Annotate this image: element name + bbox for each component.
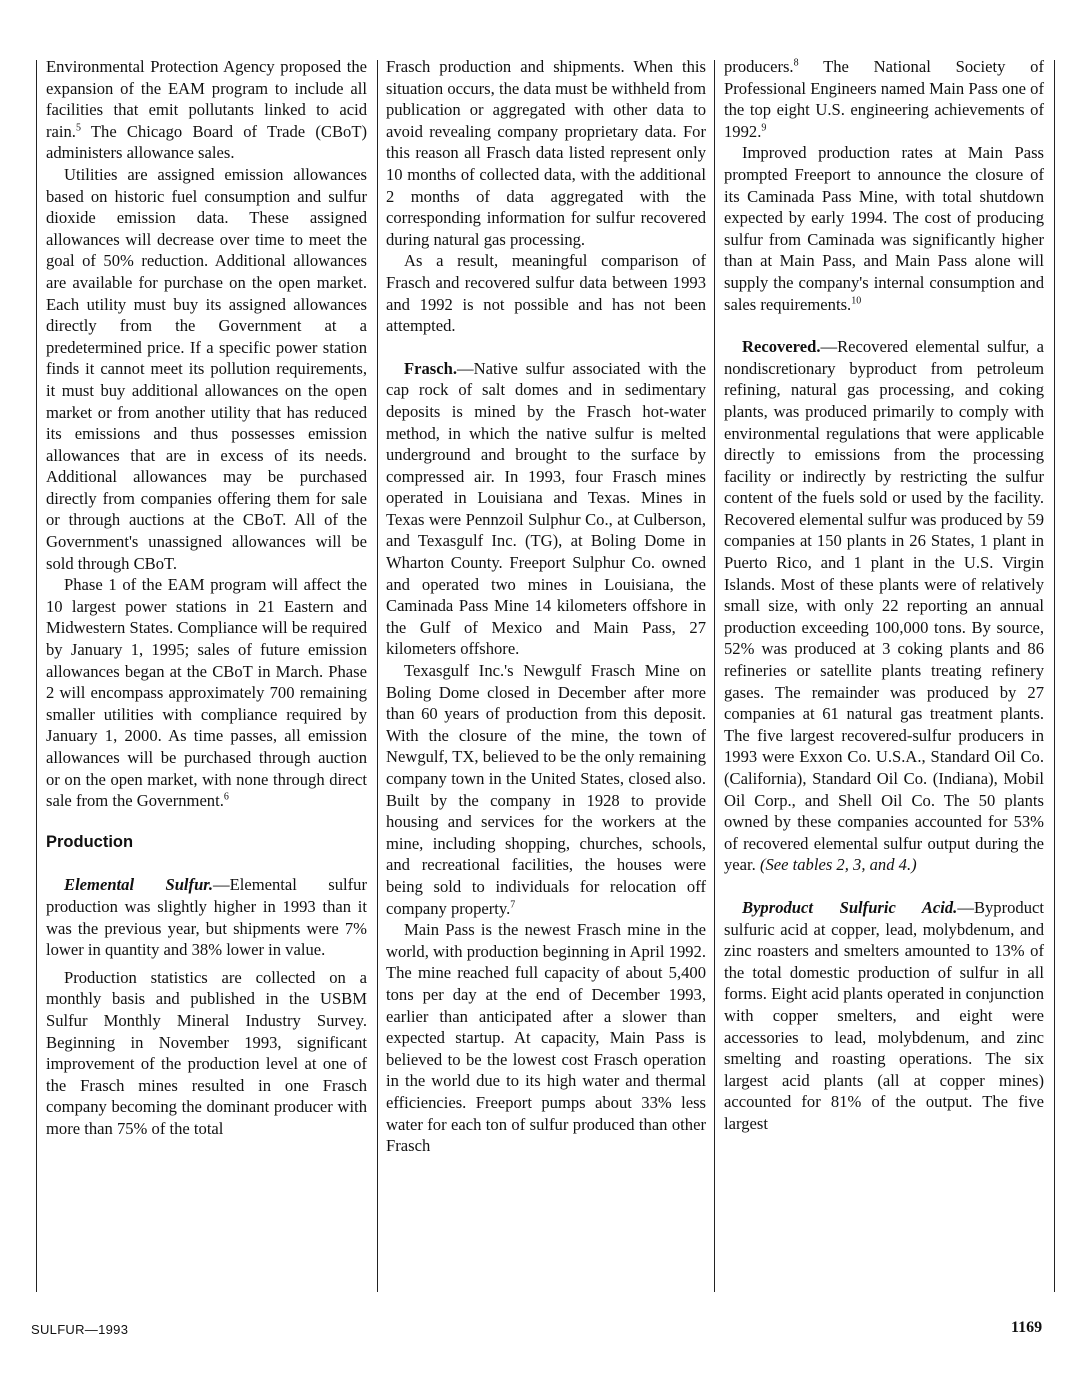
run-in-heading: Recovered.	[742, 337, 821, 357]
text-column-2	[386, 56, 706, 1157]
column-rule-right	[1054, 60, 1055, 1292]
run-in-heading: Frasch.	[404, 358, 457, 378]
running-footer-title: SULFUR—1993	[31, 1322, 129, 1337]
page-number: 1169	[1011, 1319, 1043, 1336]
paragraph: Byproduct Sulfuric Acid.—Byproduct sulfuric acid at copper, lead, molybdenum, and zinc roasters and smelters amounted to 13% of the total domestic production of sulfur in all forms. Eight acid plants operated in conjunction with copper smelters, and eight were accessories to lead, molybdenum, and zinc smelting and roasting operations. The six largest acid plants (all at copper mines) accounted for 81% of the output. The five largest	[724, 897, 1044, 1133]
footnote-marker: 7	[510, 899, 516, 911]
text-column-3	[724, 56, 1044, 1135]
column-rule-left	[36, 60, 37, 1292]
footnote-marker: 8	[793, 57, 799, 69]
footnote-marker: 10	[851, 295, 862, 306]
paragraph: As a result, meaningful comparison of Frasch and recovered sulfur data between 1993 and 1992 is not possible and has not been attempted.	[386, 251, 706, 336]
table-reference: (See tables 2, 3, and 4.)	[759, 855, 917, 875]
run-in-heading: Byproduct Sulfuric Acid.	[742, 897, 958, 917]
paragraph: Frasch production and shipments. When this situation occurs, the data must be withheld from publication or aggregated with other data to avoid revealing company proprietary data. For this reason all Frasch data listed represent only 10 months of collected data, with the additional 2 months of data aggregated with the corresponding information for sulfur recovered during natural gas processing.	[386, 57, 706, 249]
column-rule-center-left	[377, 60, 378, 1292]
footnote-marker: 9	[761, 122, 767, 134]
paragraph: Production statistics are collected on a monthly basis and published in the USBM Sulfur Monthly Mineral Industry Survey. Beginning in November 1993, significant improvement of the production level at one of the Frasch mines resulted in one Frasch company becoming the dominant producer with more than 75% of the total	[46, 967, 367, 1138]
paragraph: Utilities are assigned emission allowances based on historic fuel consumption and sulfur dioxide emission data. These assigned allowances will decrease over time to meet the goal of 50% reduction. Additional allowances are available for purchase on the open market. Each utility must buy its assigned allowances directly from the Government at a predetermined price. If a specific power station finds it cannot meet its pollution requirements, it must buy additional allowances on the open market or from another utility that has reduced its emissions and thus possesses emission allowances that are in excess of its needs. Additional allowances may be purchased directly from companies offering them for sale or through auctions at the CBoT. All of the Government's unassigned allowances will be sold through CBoT.	[46, 164, 367, 573]
paragraph: Phase 1 of the EAM program will affect the 10 largest power stations in 21 Eastern and Midwestern States. Compliance will be required by January 1, 1995; sales of future emission allowances began at the CBoT in March. Phase 2 will encompass approximately 700 remaining smaller utilities with compliance required by January 1, 2000. As time passes, all emission allowances will be purchased through auction or on the open market, with none through direct sale from the Government.$^6$	[46, 575, 367, 811]
paragraph: Texasgulf Inc.'s Newgulf Frasch Mine on Boling Dome closed in December after more than 60 years of production from this deposit. With the closure of the mine, the town of Newgulf, TX, believed to be the only remaining company town in the United States, closed also. Built by the company in 1928 to provide housing and services for the workers at the mine, including shopping, churches, schools, and recreational facilities, the houses were being sold to individuals for relocation off company property.$^7$	[386, 661, 706, 918]
paragraph: Improved production rates at Main Pass prompted Freeport to announce the closure of its Caminada Pass Mine, with total shutdown expected by early 1994. The cost of producing sulfur from Caminada was significantly higher than at Main Pass, and Main Pass alone will supply the company's internal consumption and sales requirements.$^{10}$	[724, 143, 1044, 314]
paragraph: Main Pass is the newest Frasch mine in the world, with production beginning in April 1992. The mine reached full capacity of about 5,400 tons per day at the end of December 1993, earlier than anticipated after a slower than expected startup. At capacity, Main Pass is believed to be the lowest cost Frasch operation in the world due to its high water and thermal efficiencies. Freeport pumps about 33% less water for each ton of sulfur produced than other Frasch	[386, 920, 706, 1156]
column-rule-center-right	[714, 60, 715, 1292]
paragraph: Recovered.—Recovered elemental sulfur, a nondiscretionary byproduct from petroleum refining, natural gas processing, and coking plants, was produced primarily to comply with environmental regulations that were applicable directly to emissions from the processing facility or indirectly by restricting the sulfur content of the fuels sold or used by the facility. Recovered elemental sulfur was produced by 59 companies at 150 plants in 26 States, 1 plant in Puerto Rico, and 1 plant in the U.S. Virgin Islands. Most of these plants were of relatively small size, with only 22 reporting an annual production exceeding 100,000 tons. By source, 52% was produced at 3 coking plants and 86 refineries or satellite plants treating refinery gases. The remainder was produced by 27 companies at 61 natural gas treatment plants. The five largest recovered-sulfur producers in 1993 were Exxon Co. U.S.A., Standard Oil Co. (California), Standard Oil Co. (Indiana), Mobil Oil Corp., and Shell Oil Co. The 50 plants owned by these companies accounted for 53% of recovered elemental sulfur output during the year. (See tables 2, 3, and 4.)	[724, 337, 1044, 875]
paragraph: Environmental Protection Agency proposed the expansion of the EAM program to include all facilities that emit pollutants linked to acid rain.$^5$ The Chicago Board of Trade (CBoT) administers allowance sales.	[46, 57, 367, 163]
text-column-1	[46, 56, 367, 1140]
footnote-marker: 5	[75, 122, 81, 134]
section-heading-production: Production	[46, 832, 134, 851]
paragraph: producers.$^8$ The National Society of Professional Engineers named Main Pass one of the top eight U.S. engineering achievements of 1992.$^9$	[724, 57, 1044, 141]
run-in-heading: Elemental Sulfur.	[64, 875, 213, 895]
paragraph: Frasch.—Native sulfur associated with the cap rock of salt domes and in sedimentary deposits is mined by the Frasch hot-water method, in which the native sulfur is melted underground and brought to the surface by compressed air. In 1993, four Frasch mines operated in Louisiana and Texas. Mines in Texas were Pennzoil Sulphur Co., at Culberson, and Texasgulf Inc. (TG), at Boling Dome in Wharton County. Freeport Sulphur Co. owned and operated two mines in Louisiana, the Caminada Pass Mine 14 kilometers offshore in the Gulf of Mexico and Main Pass, 27 kilometers offshore.	[386, 358, 706, 659]
footnote-marker: 6	[223, 791, 229, 803]
paragraph: Elemental Sulfur.—Elemental sulfur production was slightly higher in 1993 than it was the previous year, but shipments were 7% lower in quantity and 38% lower in value.	[46, 875, 367, 960]
